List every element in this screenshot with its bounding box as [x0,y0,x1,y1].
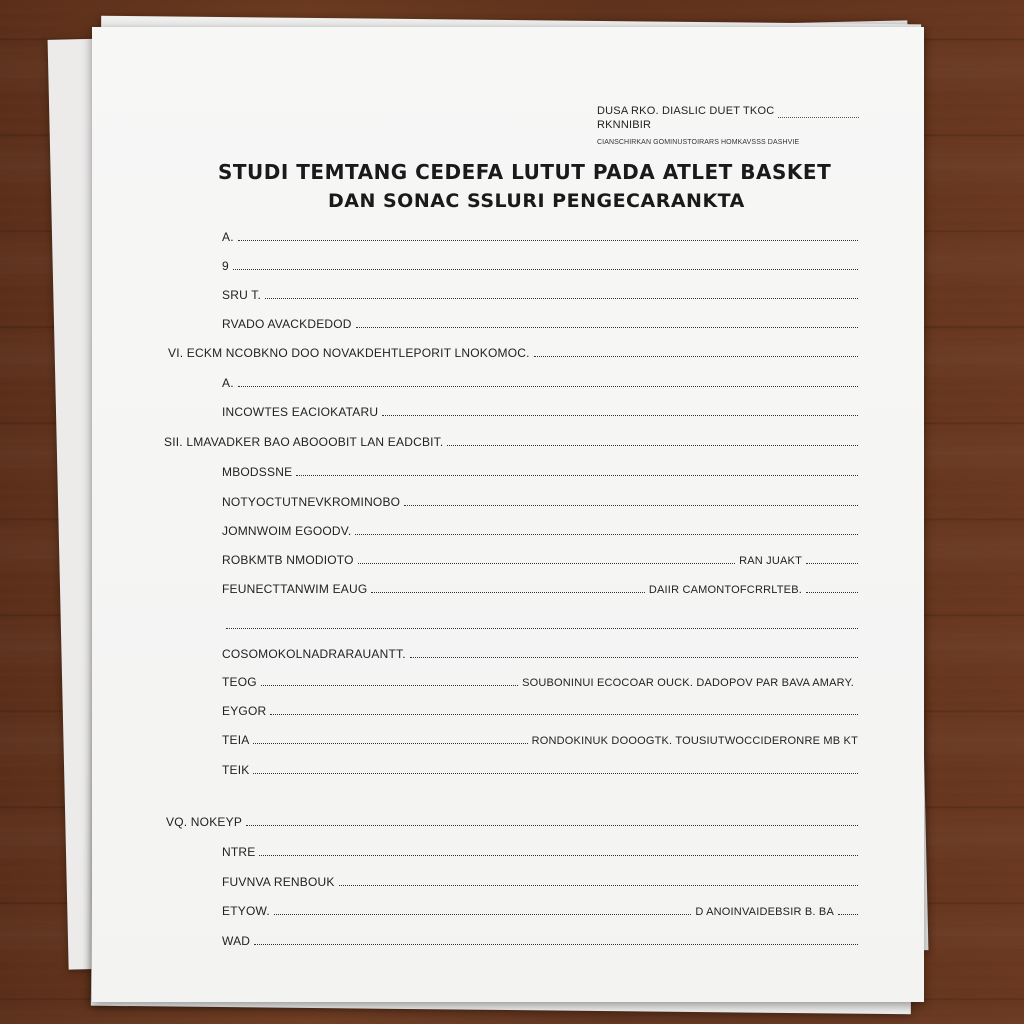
form-field-8[interactable] [164,435,858,449]
field-label: TEIK [222,763,250,777]
field-label: INCOWTES EACIOKATARU [222,405,379,419]
header-line-1-text: DUSA RKO. DIASLIC DUET TKOC [597,105,775,117]
field-line [356,319,858,328]
field-label: SII. LMAVADKER BAO ABOOOBIT LAN EADCBIT. [164,435,444,449]
field-line [358,555,735,564]
form-field-22[interactable] [222,875,858,889]
field-line [355,526,858,535]
field-label: SRU T. [222,288,261,302]
field-right-label: SOUBONINUI ECOCOAR OUCK. DADOPOV PAR BAVA AMARY. [522,677,854,689]
document-page [92,27,924,1002]
field-right-label: DAIIR CAMONTOFCRRLTEB. [648,584,802,596]
field-line [339,877,858,886]
title-line-2: DAN SONAC SSLURI PENGECARANKTA [328,190,745,212]
field-line [410,649,858,658]
title-line-1: STUDI TEMTANG CEDEFA LUTUT PADA ATLET BASKET [218,160,832,184]
field-line [233,261,858,270]
form-field-23[interactable] [222,904,858,918]
field-label: NTRE [222,845,256,859]
field-label: JOMNWOIM EGOODV. [222,524,352,538]
field-line [238,232,858,241]
field-line [447,437,858,446]
header-line-2 [597,118,859,132]
field-line [246,817,858,826]
document-header [597,104,859,150]
header-line-3 [597,136,859,150]
form-field-15[interactable] [222,647,858,661]
field-line [259,847,858,856]
field-line-right [806,555,858,564]
field-label: A. [222,230,234,244]
field-line [226,620,858,629]
field-right-label: RONDOKINUK DOOOGTK. TOUSIUTWOCCIDERONRE MB KT [531,735,858,747]
field-line-right [838,906,858,915]
form-field-17[interactable] [222,704,858,718]
form-field-1[interactable] [222,230,858,244]
field-line [371,584,645,593]
field-line [265,290,858,299]
field-label: TEIA [222,733,250,747]
field-label: A. [222,376,234,390]
form-field-9[interactable] [222,465,858,479]
form-field-2[interactable] [222,259,858,273]
form-field-14[interactable] [222,620,858,632]
form-field-20[interactable] [166,815,858,829]
field-label: EYGOR [222,704,267,718]
field-label: RVADO AVACKDEDOD [222,317,352,331]
form-field-24[interactable] [222,934,858,948]
header-line-1 [597,104,859,118]
form-field-4[interactable] [222,317,858,331]
field-line [253,765,858,774]
field-label: MBODSSNE [222,465,293,479]
field-line-right [806,584,858,593]
field-line [254,936,858,945]
field-line [296,467,858,476]
field-label: VQ. NOKEYP [166,815,243,829]
field-line [404,497,858,506]
form-field-11[interactable] [222,524,858,538]
form-field-16[interactable] [222,675,858,689]
header-line-1-dots [778,107,859,118]
field-label: VI. ECKM NCOBKNO DOO NOVAKDEHTLEPORIT LNOKOMOC. [168,346,530,360]
form-field-13[interactable] [222,582,858,596]
field-line [238,378,858,387]
field-label: TEOG [222,675,257,689]
field-line [382,407,858,416]
form-field-5[interactable] [168,346,858,360]
field-right-label: D ANOINVAIDEBSIR B. BA [695,906,834,918]
header-line-2-text: RKNNIBIR [597,119,652,131]
field-label: FUVNVA RENBOUK [222,875,335,889]
field-line [261,677,518,686]
field-line [274,906,691,915]
field-label: COSOMOKOLNADRARAUANTT. [222,647,406,661]
field-label: ETYOW. [222,904,270,918]
field-line [534,348,858,357]
form-field-3[interactable] [222,288,858,302]
field-label: FEUNECTTANWIM EAUG [222,582,368,596]
form-field-21[interactable] [222,845,858,859]
field-label: NOTYOCTUTNEVKROMINOBO [222,495,401,509]
header-line-3-text: CIANSCHIRKAN GOMINUSTOIRARS HOMKAVSSS DASHVIE [597,139,800,146]
field-right-label: RAN JUAKT [739,555,802,567]
form-field-18[interactable] [222,733,862,747]
field-label: 9 [222,259,229,273]
form-field-19[interactable] [222,763,858,777]
form-field-7[interactable] [222,405,858,419]
form-field-12[interactable] [222,553,858,567]
field-line [253,735,527,744]
field-label: ROBKMTB NMODIOTO [222,553,354,567]
form-field-6[interactable] [222,376,858,390]
form-field-10[interactable] [222,495,858,509]
field-line [270,706,858,715]
field-label: WAD [222,934,251,948]
